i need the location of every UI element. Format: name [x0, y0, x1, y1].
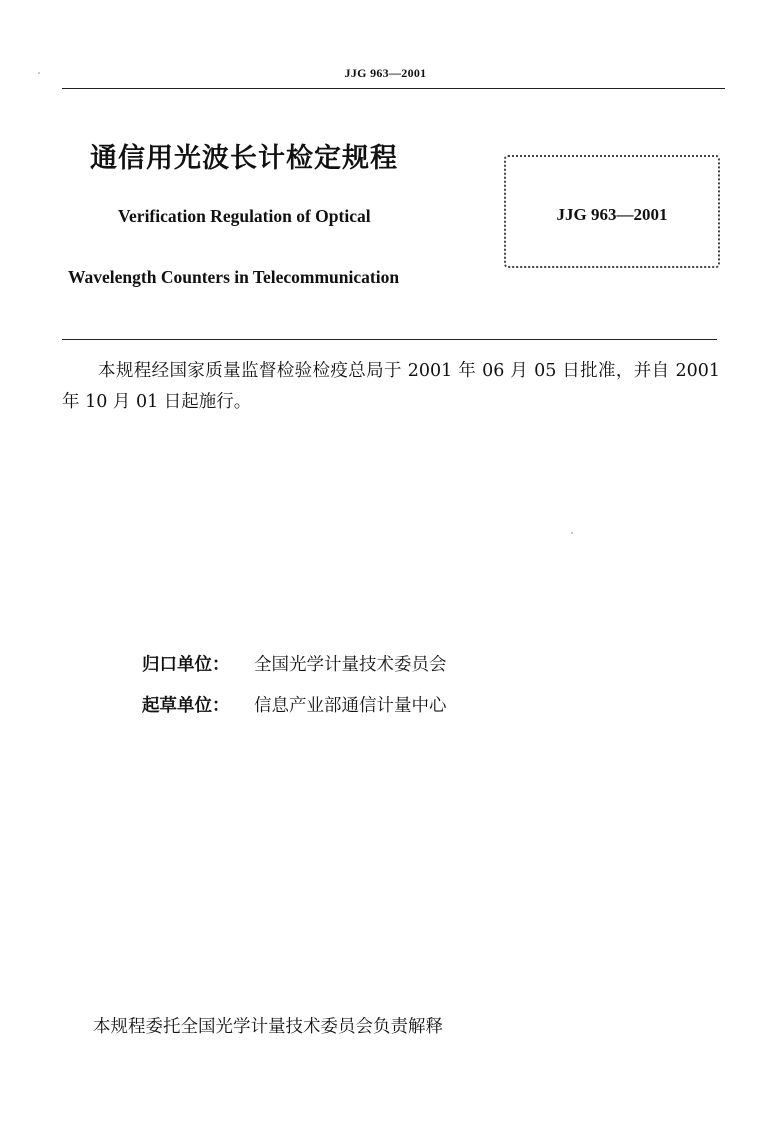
- standard-code: JJG 963—2001: [556, 205, 668, 224]
- running-header-code: JJG 963—2001: [344, 66, 427, 80]
- title-english-line-1: Verification Regulation of Optical: [118, 206, 371, 226]
- responsible-unit-label: 归口单位：: [142, 655, 230, 675]
- approval-statement: 本规程经国家质量监督检验检疫总局于 2001 年 06 月 05 日批准，并自 2001 年 10 月 01 日起施行。: [62, 361, 720, 412]
- interpretation-note: 本规程委托全国光学计量技术委员会负责解释: [93, 1017, 443, 1037]
- title-divider-rule: [62, 339, 717, 340]
- scan-speck: [38, 72, 40, 74]
- header-rule: [62, 88, 725, 89]
- scan-speck: [571, 532, 573, 534]
- drafting-unit-label: 起草单位：: [142, 696, 230, 716]
- title-english-line-2: Wavelength Counters in Telecommunication: [68, 267, 400, 287]
- responsible-unit-row: [142, 651, 447, 676]
- standard-code-box: [504, 155, 720, 268]
- drafting-unit-row: [142, 692, 447, 717]
- responsible-unit-value: 全国光学计量技术委员会: [254, 655, 447, 675]
- title-chinese: 通信用光波长计检定规程: [90, 143, 398, 174]
- drafting-unit-value: 信息产业部通信计量中心: [254, 696, 447, 716]
